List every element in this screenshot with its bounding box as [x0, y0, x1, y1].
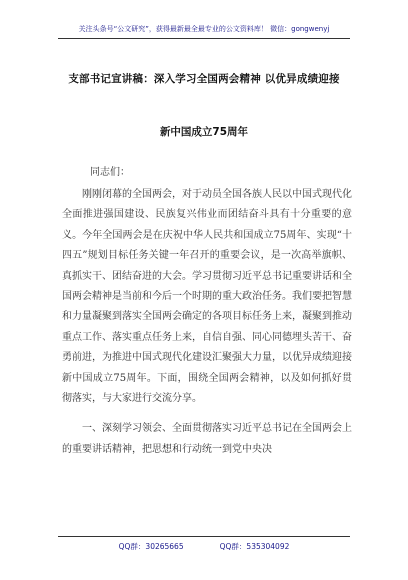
paragraph-2: 一、深刻学习领会、全面贯彻落实习近平总书记在全国两会上的重要讲话精神，把思想和行动统一到党中央决	[62, 423, 352, 455]
header-divider	[58, 38, 350, 39]
footer-divider	[58, 536, 350, 537]
body-text	[62, 185, 352, 460]
footer	[0, 541, 408, 552]
header-banner: 关注头条号“公文研究”，获得最新最全最专业的公文资料库！ 微信：gongwenyj	[78, 25, 330, 33]
document-title-line2: 新中国成立75周年	[159, 126, 249, 138]
paragraph-1: 刚刚闭幕的全国两会，对于动员全国各族人民以中国式现代化全面推进强国建设、民族复兴伟业而团结奋斗具有十分重要的意义。今年全国两会是在庆祝中华人民共和国成立75周年、实现“十四五”规划目标任务关键一年召开的重要会议，是一次高举旗帜、真抓实干、团结奋进的大会。学习贯彻习近平总书记重要讲话和全国两会精神是当前和今后一个时期的重大政治任务。我们要把智慧和力量凝聚到落实全国两会确定的各项目标任务上来，凝聚到推动重点工作、落实重点任务上来，自信自强、同心同德埋头苦干、奋勇前进，为推进中国式现代化建设汇聚强大力量，以优异成绩迎接新中国成立75周年。下面，围绕全国两会精神，以及如何抓好贯彻落实，与大家进行交流分享。	[62, 189, 352, 405]
footer-qq-group-1: QQ群：30265665	[118, 542, 184, 551]
footer-qq-group-2: QQ群：535304092	[219, 542, 290, 551]
salutation: 同志们：	[90, 167, 130, 178]
document-title-line1: 支部书记宣讲稿：深入学习全国两会精神 以优异成绩迎接	[68, 73, 340, 85]
